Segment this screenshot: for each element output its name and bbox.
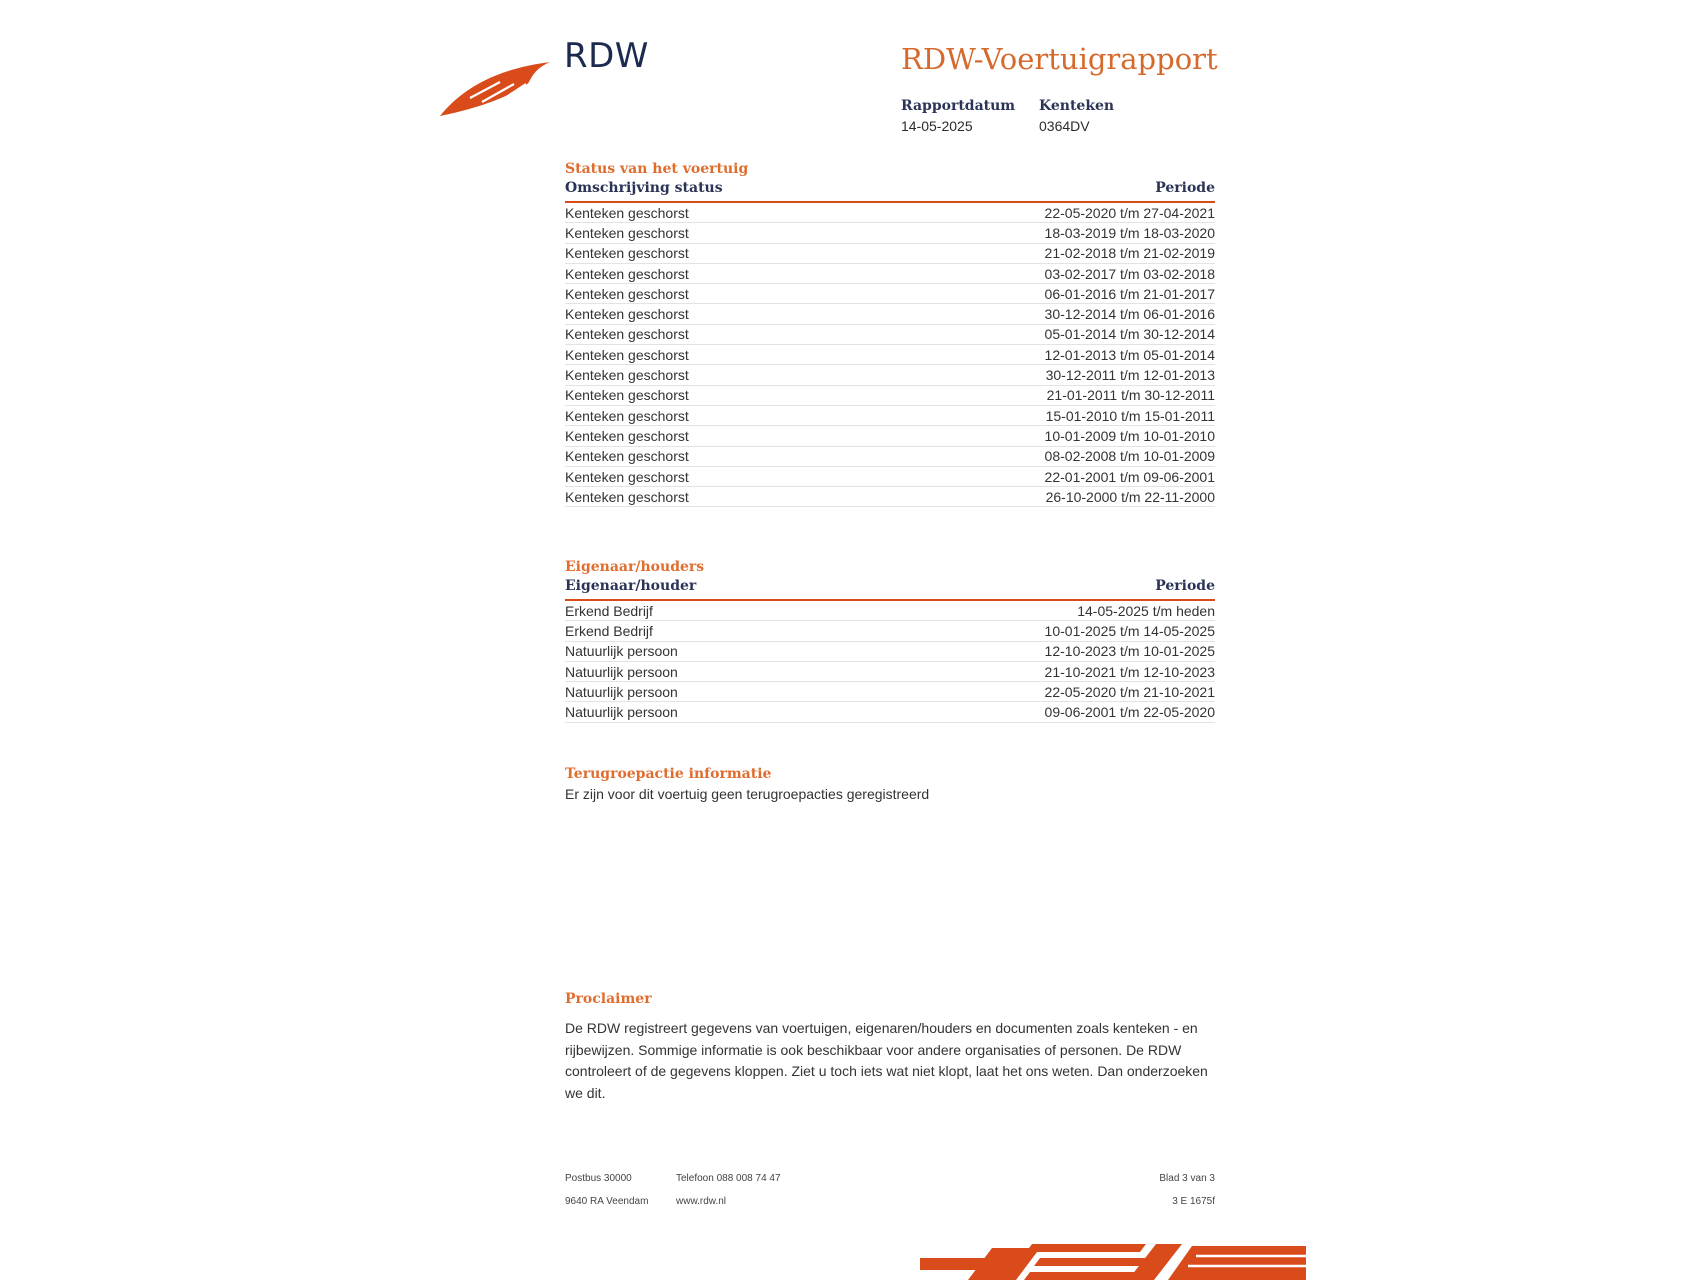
status-rows — [565, 203, 1215, 507]
table-row — [565, 487, 1215, 507]
status-description: Kenteken geschorst — [565, 346, 689, 363]
status-table — [565, 180, 1215, 507]
status-description: Kenteken geschorst — [565, 285, 689, 302]
plate-value: 0364DV — [1039, 118, 1090, 134]
status-period: 22-01-2001 t/m 09-06-2001 — [1044, 468, 1215, 485]
status-description: Kenteken geschorst — [565, 326, 689, 343]
table-row — [565, 345, 1215, 365]
owners-section-title: Eigenaar/houders — [565, 559, 705, 575]
status-period: 06-01-2016 t/m 21-01-2017 — [1044, 285, 1215, 302]
report-date-label: Rapportdatum — [901, 98, 1016, 114]
disclaimer-text: De RDW registreert gegevens van voertuigen, eigenaren/houders en documenten zoals kenteken - en rijbewijzen. Sommige informatie is ook beschikbaar voor andere organisaties of personen. De RDW controleert of de gegevens kloppen. Ziet u toch iets wat niet klopt, laat het ons weten. Dan onderzoeken we dit. — [565, 1020, 1208, 1101]
status-description: Kenteken geschorst — [565, 468, 689, 485]
table-row — [565, 284, 1215, 304]
table-row — [565, 426, 1215, 446]
status-period: 18-03-2019 t/m 18-03-2020 — [1044, 224, 1215, 241]
owner-period: 09-06-2001 t/m 22-05-2020 — [1044, 704, 1215, 721]
footer-document-code: 3 E 1675f — [1172, 1196, 1215, 1207]
status-period: 12-01-2013 t/m 05-01-2014 — [1044, 346, 1215, 363]
status-period: 30-12-2011 t/m 12-01-2013 — [1045, 367, 1215, 384]
status-period: 03-02-2017 t/m 03-02-2018 — [1044, 265, 1215, 282]
table-row — [565, 223, 1215, 243]
status-period: 08-02-2008 t/m 10-01-2009 — [1044, 448, 1215, 465]
column-header-owner: Eigenaar/houder — [565, 578, 697, 594]
owners-table — [565, 578, 1215, 723]
owner-period: 12-10-2023 t/m 10-01-2025 — [1044, 643, 1215, 660]
owner-type: Erkend Bedrijf — [565, 622, 653, 639]
footer-website[interactable]: www.rdw.nl — [676, 1196, 727, 1207]
disclaimer-title: Proclaimer — [565, 991, 652, 1007]
table-row — [565, 406, 1215, 426]
status-period: 05-01-2014 t/m 30-12-2014 — [1044, 326, 1215, 343]
owner-type: Natuurlijk persoon — [565, 663, 678, 680]
report-title: RDW-Voertuigrapport — [901, 42, 1218, 76]
owners-rows — [565, 601, 1215, 723]
status-period: 21-02-2018 t/m 21-02-2019 — [1044, 245, 1215, 262]
status-description: Kenteken geschorst — [565, 367, 689, 384]
footer-phone: Telefoon 088 008 74 47 — [676, 1173, 781, 1184]
table-row — [565, 601, 1215, 621]
status-period: 26-10-2000 t/m 22-11-2000 — [1045, 488, 1215, 505]
status-description: Kenteken geschorst — [565, 265, 689, 282]
status-description: Kenteken geschorst — [565, 306, 689, 323]
status-description: Kenteken geschorst — [565, 245, 689, 262]
table-row — [565, 365, 1215, 385]
status-description: Kenteken geschorst — [565, 387, 689, 404]
status-description: Kenteken geschorst — [565, 448, 689, 465]
owner-period: 21-10-2021 t/m 12-10-2023 — [1044, 663, 1215, 680]
table-row — [565, 244, 1215, 264]
owner-type: Natuurlijk persoon — [565, 704, 678, 721]
status-description: Kenteken geschorst — [565, 204, 689, 221]
status-period: 22-05-2020 t/m 27-04-2021 — [1044, 204, 1215, 221]
table-row — [565, 642, 1215, 662]
plate-label: Kenteken — [1039, 98, 1115, 114]
owner-type: Natuurlijk persoon — [565, 643, 678, 660]
footer-page-number: Blad 3 van 3 — [1159, 1173, 1215, 1184]
table-row — [565, 702, 1215, 722]
footer-address: 9640 RA Veendam — [565, 1196, 649, 1207]
table-row — [565, 264, 1215, 284]
recall-text: Er zijn voor dit voertuig geen terugroepacties geregistreerd — [565, 786, 930, 802]
table-row — [565, 447, 1215, 467]
owner-type: Natuurlijk persoon — [565, 683, 678, 700]
status-period: 15-01-2010 t/m 15-01-2011 — [1045, 407, 1215, 424]
owners-table-header — [565, 578, 1215, 601]
rdw-feather-logo — [440, 56, 552, 118]
owner-type: Erkend Bedrijf — [565, 602, 653, 619]
table-row — [565, 325, 1215, 345]
column-header-description: Omschrijving status — [565, 180, 723, 196]
owner-period: 14-05-2025 t/m heden — [1077, 602, 1215, 619]
owner-period: 22-05-2020 t/m 21-10-2021 — [1044, 683, 1215, 700]
status-period: 21-01-2011 t/m 30-12-2011 — [1046, 387, 1215, 404]
owner-period: 10-01-2025 t/m 14-05-2025 — [1044, 622, 1215, 639]
status-description: Kenteken geschorst — [565, 224, 689, 241]
status-period: 10-01-2009 t/m 10-01-2010 — [1044, 427, 1215, 444]
table-row — [565, 467, 1215, 487]
table-row — [565, 682, 1215, 702]
status-section-title: Status van het voertuig — [565, 161, 749, 177]
footer-postbus: Postbus 30000 — [565, 1173, 632, 1184]
status-description: Kenteken geschorst — [565, 407, 689, 424]
column-header-period: Periode — [1155, 578, 1215, 594]
status-description: Kenteken geschorst — [565, 488, 689, 505]
table-row — [565, 304, 1215, 324]
recall-section-title: Terugroepactie informatie — [565, 766, 772, 782]
brand-name: RDW — [564, 36, 649, 76]
status-period: 30-12-2014 t/m 06-01-2016 — [1044, 306, 1215, 323]
table-row — [565, 662, 1215, 682]
table-row — [565, 203, 1215, 223]
footer-stripes-graphic — [920, 1244, 1306, 1280]
table-row — [565, 621, 1215, 641]
column-header-period: Periode — [1155, 180, 1215, 196]
report-date-value: 14-05-2025 — [901, 118, 973, 134]
table-row — [565, 386, 1215, 406]
status-table-header — [565, 180, 1215, 203]
status-description: Kenteken geschorst — [565, 427, 689, 444]
